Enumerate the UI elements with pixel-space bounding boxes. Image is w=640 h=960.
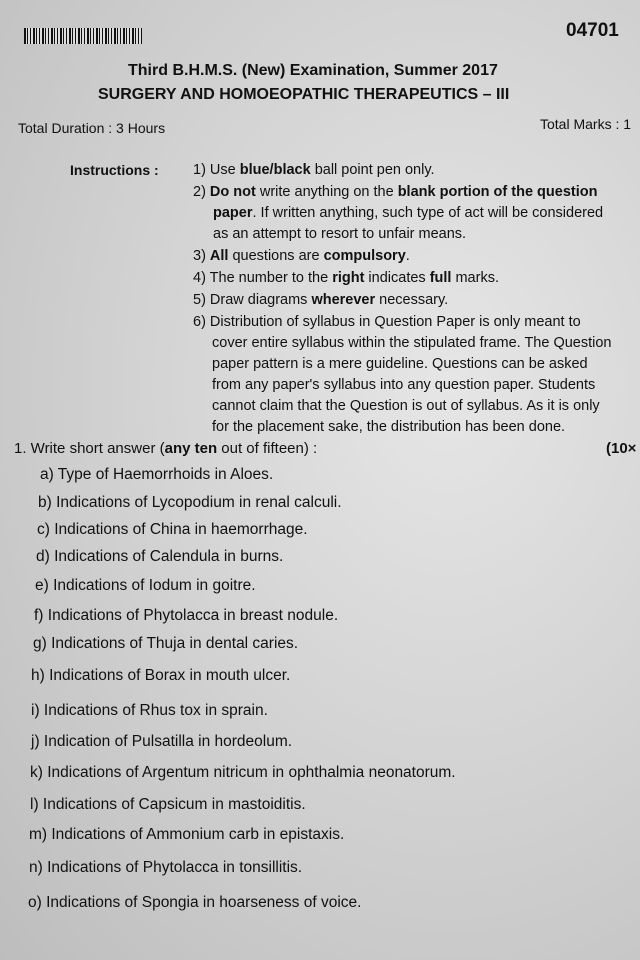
instruction-text: 1) Use <box>193 162 240 178</box>
instructions-label: Instructions : <box>70 162 159 178</box>
instruction-text: write anything on the <box>255 184 398 200</box>
question-1-suffix: out of fifteen) : <box>217 440 318 457</box>
instruction-text: right <box>332 270 365 286</box>
instruction-text: indicates <box>364 270 430 286</box>
question-item: f) Indications of Phytolacca in breast nodule. <box>34 607 339 624</box>
instruction-text: full <box>429 270 452 286</box>
total-duration: Total Duration : 3 Hours <box>18 120 166 136</box>
exam-title: Third B.H.M.S. (New) Examination, Summer 2017 <box>128 62 498 79</box>
instruction-text: compulsory <box>323 248 406 264</box>
instruction-line <box>193 314 581 331</box>
instruction-text: 2) <box>193 184 210 200</box>
question-1-bold: any ten <box>164 440 218 457</box>
instruction-text: necessary. <box>375 292 449 308</box>
instruction-text: blank portion of the question <box>397 184 598 200</box>
instruction-line <box>212 356 588 373</box>
instruction-text: paper pattern is a mere guideline. Questions can be asked <box>212 356 588 372</box>
question-item: h) Indications of Borax in mouth ulcer. <box>31 667 291 684</box>
instruction-line <box>212 335 612 352</box>
instruction-line <box>193 162 435 179</box>
instruction-text: . If written anything, such type of act will be considered <box>252 205 604 221</box>
instruction-text: cannot claim that the Question is out of syllabus. As it is only <box>212 398 600 414</box>
question-1-marks: (10× <box>606 440 637 457</box>
instruction-text: from any paper's syllabus into any question paper. Students <box>212 377 596 393</box>
question-item: a) Type of Haemorrhoids in Aloes. <box>40 466 274 483</box>
instruction-text: cover entire syllabus within the stipulated frame. The Question <box>212 335 612 351</box>
instruction-text: 4) The number to the <box>193 270 333 286</box>
instruction-text: for the placement sake, the distribution has been done. <box>212 419 566 435</box>
instruction-line <box>212 398 600 415</box>
question-item: e) Indications of Iodum in goitre. <box>35 577 256 594</box>
question-item: b) Indications of Lycopodium in renal calculi. <box>38 494 342 511</box>
question-item: o) Indications of Spongia in hoarseness of voice. <box>28 894 362 911</box>
instruction-line <box>193 248 410 265</box>
total-marks: Total Marks : 1 <box>540 116 632 132</box>
question-item: c) Indications of China in haemorrhage. <box>37 521 308 538</box>
barcode <box>24 28 142 44</box>
instruction-text: questions are <box>228 248 324 264</box>
question-item: n) Indications of Phytolacca in tonsillitis. <box>29 859 303 876</box>
instruction-text: 6) Distribution of syllabus in Question Paper is only meant to <box>193 314 581 330</box>
instruction-line <box>213 205 603 222</box>
instruction-text: ball point pen only. <box>310 162 435 178</box>
instruction-text: . <box>405 248 410 264</box>
question-1-prefix: 1. Write short answer ( <box>14 440 165 457</box>
question-item: l) Indications of Capsicum in mastoiditis. <box>30 796 306 813</box>
question-1-heading <box>14 440 317 457</box>
instruction-text: as an attempt to resort to unfair means. <box>213 226 467 242</box>
question-item: m) Indications of Ammonium carb in epistaxis. <box>29 826 345 843</box>
instruction-line <box>213 226 466 243</box>
instruction-text: Do not <box>209 184 256 200</box>
instruction-text: marks. <box>451 270 499 286</box>
question-item: k) Indications of Argentum nitricum in ophthalmia neonatorum. <box>30 764 456 781</box>
paper-code: 04701 <box>566 20 619 41</box>
instruction-text: blue/black <box>239 162 311 178</box>
instruction-line <box>212 419 565 436</box>
instruction-text: 3) <box>193 248 210 264</box>
subject-title: SURGERY AND HOMOEOPATHIC THERAPEUTICS – III <box>98 86 510 103</box>
instruction-line <box>193 292 448 309</box>
instruction-line <box>212 377 595 394</box>
question-item: j) Indication of Pulsatilla in hordeolum. <box>31 733 293 750</box>
instruction-line <box>193 184 597 201</box>
question-item: g) Indications of Thuja in dental caries. <box>33 635 299 652</box>
instruction-text: 5) Draw diagrams <box>193 292 312 308</box>
instruction-text: paper <box>213 205 253 221</box>
instruction-text: All <box>209 248 229 264</box>
question-item: d) Indications of Calendula in burns. <box>36 548 284 565</box>
question-item: i) Indications of Rhus tox in sprain. <box>31 702 268 719</box>
instruction-line <box>193 270 499 287</box>
instruction-text: wherever <box>311 292 376 308</box>
